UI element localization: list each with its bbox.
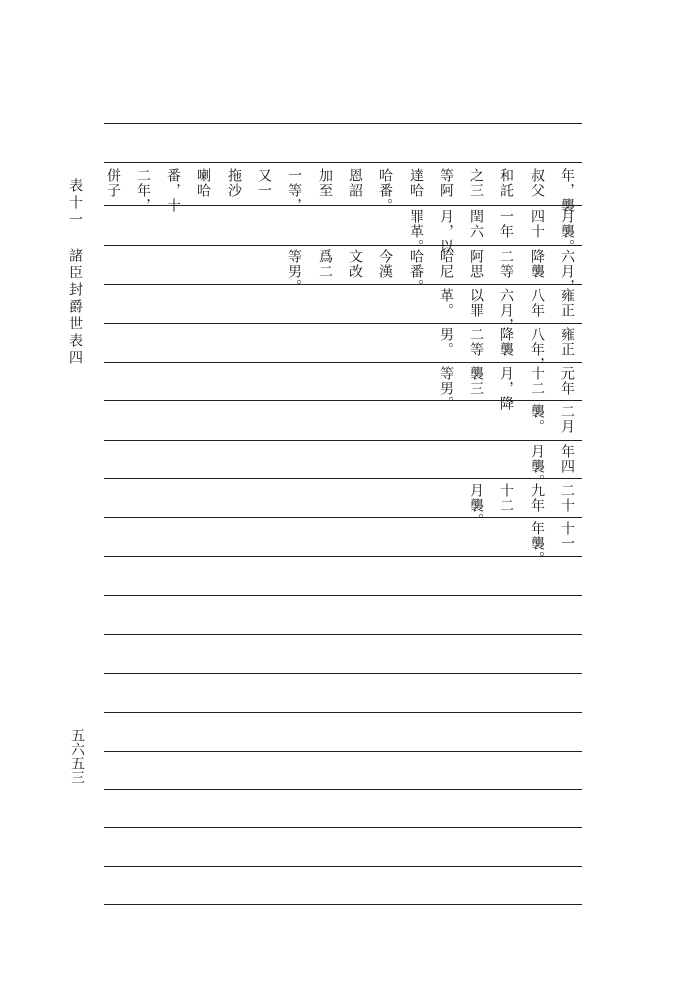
table-cell: 併子 bbox=[105, 168, 121, 198]
table-cell: 又一 bbox=[256, 168, 272, 198]
table-cell: 二月 bbox=[559, 404, 575, 434]
table-cell: 八年 bbox=[529, 288, 545, 318]
table-cell: 哈番。 bbox=[377, 168, 393, 213]
table-cell: 年四 bbox=[559, 444, 575, 474]
rule-line bbox=[104, 440, 582, 441]
table-cell: 月，以 bbox=[438, 209, 454, 254]
table-cell: 十一 bbox=[559, 521, 575, 551]
table-section-title: 表十一 諸臣封爵世表四 bbox=[67, 178, 83, 367]
rule-line bbox=[104, 362, 582, 363]
rule-line bbox=[104, 904, 582, 905]
rule-line bbox=[104, 162, 582, 163]
table-cell: 加至 bbox=[317, 168, 333, 198]
rule-line bbox=[104, 866, 582, 867]
rule-line bbox=[104, 205, 582, 206]
table-cell: 一等， bbox=[286, 168, 302, 213]
table-cell: 阿思 bbox=[468, 249, 484, 279]
rule-line bbox=[104, 634, 582, 635]
table-cell: 二十 bbox=[559, 483, 575, 513]
table-cell: 月襲。 bbox=[468, 483, 484, 528]
table-cell: 等男。 bbox=[438, 366, 454, 411]
rule-line bbox=[104, 284, 582, 285]
table-cell: 月，降 bbox=[498, 366, 514, 411]
table-cell: 恩詔 bbox=[347, 168, 363, 198]
table-cell: 閏六 bbox=[468, 209, 484, 239]
table-cell: 十二 bbox=[529, 366, 545, 396]
table-cell: 之三 bbox=[468, 168, 484, 198]
table-cell: 雍正 bbox=[559, 288, 575, 318]
rule-line bbox=[104, 123, 582, 124]
table-cell: 月襲。 bbox=[529, 444, 545, 489]
table-cell: 月襲。 bbox=[559, 209, 575, 254]
rule-line bbox=[104, 400, 582, 401]
table-cell: 元年 bbox=[559, 366, 575, 396]
table-cell: 降襲 bbox=[529, 249, 545, 279]
table-cell: 達哈 bbox=[408, 168, 424, 198]
table-cell: 九年 bbox=[529, 483, 545, 513]
rule-line bbox=[104, 556, 582, 557]
rule-line bbox=[104, 789, 582, 790]
table-cell: 一年 bbox=[498, 209, 514, 239]
table-cell: 年，襲 bbox=[559, 168, 575, 213]
table-cell: 襲三 bbox=[468, 366, 484, 396]
table-cell: 拖沙 bbox=[226, 168, 242, 198]
table-cell: 番，十 bbox=[165, 168, 181, 213]
table-cell: 哈番。 bbox=[408, 249, 424, 294]
table-cell: 今漢 bbox=[377, 249, 393, 279]
rule-line bbox=[104, 673, 582, 674]
table-cell: 等阿 bbox=[438, 168, 454, 198]
table-cell: 男。 bbox=[438, 327, 454, 357]
rule-line bbox=[104, 712, 582, 713]
table-cell: 六月， bbox=[498, 288, 514, 333]
table-cell: 革。 bbox=[438, 288, 454, 318]
table-cell: 雍正 bbox=[559, 327, 575, 357]
table-cell: 等男。 bbox=[286, 249, 302, 294]
table-cell: 二等 bbox=[468, 327, 484, 357]
table-cell: 降襲 bbox=[498, 327, 514, 357]
table-cell: 八年， bbox=[529, 327, 545, 372]
table-cell: 二等 bbox=[498, 249, 514, 279]
table-cell: 六月， bbox=[559, 249, 575, 294]
rule-line bbox=[104, 323, 582, 324]
table-cell: 文改 bbox=[347, 249, 363, 279]
table-cell: 十二 bbox=[498, 483, 514, 513]
rule-line bbox=[104, 478, 582, 479]
table-cell: 襲。 bbox=[529, 404, 545, 434]
table-cell: 四十 bbox=[529, 209, 545, 239]
rule-line bbox=[104, 245, 582, 246]
table-cell: 和託 bbox=[498, 168, 514, 198]
table-cell: 二年， bbox=[135, 168, 151, 213]
rule-line bbox=[104, 827, 582, 828]
table-cell: 哈尼 bbox=[438, 249, 454, 279]
table-cell: 喇哈 bbox=[195, 168, 211, 198]
table-cell: 叔父 bbox=[529, 168, 545, 198]
table-cell: 以罪 bbox=[468, 288, 484, 318]
rule-line bbox=[104, 751, 582, 752]
rule-line bbox=[104, 517, 582, 518]
table-cell: 罪革。 bbox=[408, 209, 424, 254]
table-cell: 爲二 bbox=[317, 249, 333, 279]
page-number: 五六五三 bbox=[69, 728, 85, 784]
table-cell: 年襲。 bbox=[529, 521, 545, 566]
rule-line bbox=[104, 595, 582, 596]
